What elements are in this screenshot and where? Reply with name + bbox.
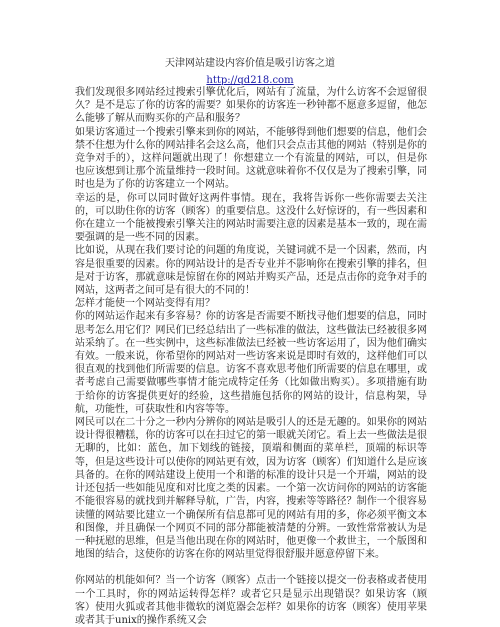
document-body [75, 86, 427, 627]
paragraph: 幸运的是，你可以同时做好这两件事情。现在，我将告诉你一些你需要去关注的，可以助住你的访客（顾客）的重要信息。这没什么好惊讶的，有一些因素和你在建立一个能被搜索引擎关注的网站时需要注意的因素是基本一致的，现在需要强调的是一些不同的因素。 [75, 192, 427, 244]
paragraph: 你网站的机能如何？当一个访客（顾客）点击一个链接以提交一份表格或者使用一个工具时，你的网站运转得怎样？或者它只是显示出现错误？如果访客（顾客）使用火狐或者其他非微软的浏览器会怎样？如果你的访客（顾客）使用苹果或者其于unix的操作系统又会 [75, 575, 427, 626]
paragraph: 比如说，从现在我们要讨论的问题的角度说，关键词就不是一个因素，然而，内容是很重要的因素。你的网站设计的是否专业并不影响你在搜索引擎的排名，但是对于访客，那就意味是惊留在你的网站并购买产品，还是点击你的竞争对手的网站，这两者之间可是有很大的不同的！ [75, 245, 427, 297]
section-heading: 怎样才能使一个网站变得有用？ [75, 298, 215, 310]
paragraph: 我们发现很多网站经过搜索引擎优化后，网站有了流量，为什么访客不会逗留很久？是不是忘了你的访客的需要？如果你的访客连一秒钟都不愿意多逗留，他怎么能够了解从而购买你的产品和服务？ [75, 87, 427, 125]
document-url-link[interactable]: http://qd218.com [206, 75, 294, 86]
paragraph: 你的网站运作起来有多容易？你的访客是否需要不断找寻他们想要的信息，同时思考怎么用它们？网民们已经总结出了一些标准的做法，这些做法已经被很多网站采纳了。在一些实例中，这些标准做法已经被一些访客运用了，因为他们确实有效。一般来说，你希望你的网站对一些访客来说是即时有效的，这样他们可以很直观的找到他们所需要的信息。访客不喜欢思考他们所需要的信息在哪里，或者考虑自己需要做哪些事情才能完成特定任务（比如做出购买）。多项措施有助于给你的访客提供更好的经验，这些措施包括你的网站的设计，信息构架，导航，功能性，可获取性和内容等等。 [75, 311, 427, 415]
paragraph: 如果访客通过一个搜索引擎来到你的网站，不能够得到他们想要的信息，他们会禁不住想为什么你的网站排名会这么高，他们只会点击其他的网站（特别是你的竞争对手的），这样问题就出现了！你想建立一个有流量的网站，可以，但是你也应该想到让那个流量维持一段时间。这就意味着你不仅仅是为了搜索引擎，同时也是为了你的访客建立一个网站。 [75, 126, 427, 191]
paragraph: 网民可以在二十分之一秒内分辨你的网站是吸引人的还是无趣的。如果你的网站设计得很糟糕，你的访客可以在扫过它的第一眼就关闭它。看上去一些做法是很无聊的，比如：蓝色，加下划线的链接，顶端和侧面的菜单栏，顶端的标识等等，但是这些设计可以使你的网站更有效，因为访客（顾客）们知道什么是应该具备的。在你的网站建设上使用一个和谐的标准的设计只是一个开端，网站的设计还包括一些如能见度和对比度之类的因素。一个第一次访问你的网站的访客能不能很容易的就找到并解释导航，广告，内容，搜索等等路径？制作一个很容易读懂的网站要比建立一个确保所有信息都可见的网站有用的多，你必须平衡文本和图像，并且确保一个网页不同的部分都能被清楚的分辨。一致性常常被认为是一种抚慰的思维，但是当他出现在你的网站时，他更像一个救世主，一个版图和地图的结合，这使你的访客在你的网站里觉得很舒服并愿意停留下来。 [75, 417, 427, 561]
document-title: 天津网站建设内容价值是吸引访客之道 [165, 58, 335, 69]
